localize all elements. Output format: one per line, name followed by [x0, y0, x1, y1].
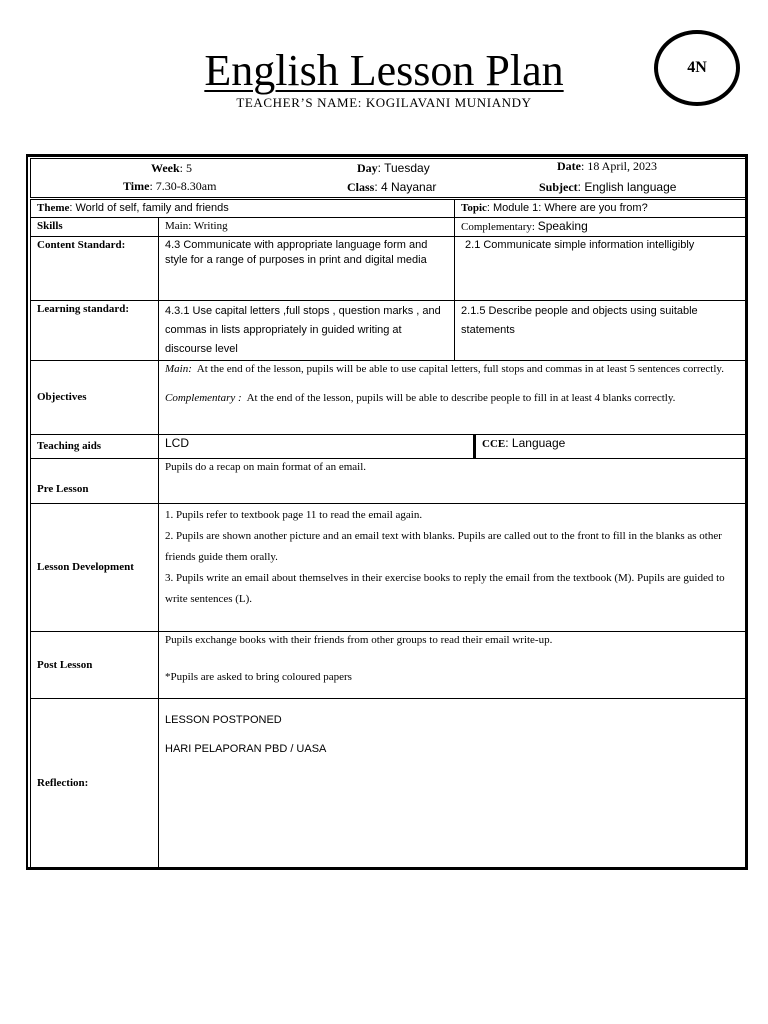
post-lesson-text: Pupils exchange books with their friends from other groups to read their email write-up. [165, 634, 553, 646]
post-lesson-label: Post Lesson [31, 632, 159, 699]
teacher-name: TEACHER’S NAME: KOGILAVANI MUNIANDY [236, 95, 532, 110]
lesson-development-row [31, 504, 747, 632]
post-lesson-row [31, 632, 747, 699]
subject-label: Subject [539, 180, 578, 194]
objectives-row [31, 361, 747, 435]
development-step-1: 1. Pupils refer to textbook page 11 to read the email again. [165, 509, 423, 521]
theme-value: : World of self, family and friends [69, 202, 229, 214]
reflection-label: Reflection: [31, 699, 159, 869]
subject-field [539, 180, 676, 195]
pre-lesson-text: Pupils do a recap on main format of an email. [159, 459, 747, 504]
class-badge: 4N [654, 30, 740, 106]
objective-main [165, 362, 740, 377]
content-standard-comp: 2.1 Communicate simple information intelligibly [455, 237, 747, 301]
topic-cell [455, 200, 747, 218]
theme-label: Theme [37, 202, 70, 214]
document-title: English Lesson Plan [204, 46, 564, 95]
date-field [557, 159, 657, 174]
pre-lesson-row [31, 459, 747, 504]
cce-label: CCE [482, 438, 506, 450]
topic-value: : Module 1: Where are you from? [486, 202, 648, 214]
objectives-cell [159, 361, 747, 435]
skills-main: Main: Writing [159, 218, 455, 237]
reflection-line-1: LESSON POSTPONED [165, 714, 282, 726]
date-label: Date [557, 159, 581, 173]
cce-cell [475, 435, 747, 459]
learning-standard-comp: 2.1.5 Describe people and objects using suitable statements [455, 301, 747, 361]
day-field [357, 161, 430, 176]
lesson-development-label: Lesson Development [31, 504, 159, 632]
skills-comp-label: Complementary: [461, 221, 535, 233]
objective-main-text: At the end of the lesson, pupils will be able to use capital letters, full stops and commas in at least 5 sentences correctly. [196, 363, 724, 375]
objective-complementary [165, 391, 740, 406]
reflection-cell [159, 699, 747, 869]
reflection-line-2: HARI PELAPORAN PBD / UASA [165, 743, 327, 755]
subject-value: : English language [577, 180, 677, 194]
teaching-aids-value: LCD [159, 435, 475, 459]
day-value: : Tuesday [377, 161, 430, 175]
reflection-row [31, 699, 747, 869]
skills-row [31, 218, 747, 237]
skills-comp-value: Speaking [537, 219, 588, 233]
skills-label: Skills [31, 218, 159, 237]
class-value: : 4 Nayanar [374, 180, 437, 194]
content-standard-main: 4.3 Communicate with appropriate language form and style for a range of purposes in print and digital media [159, 237, 455, 301]
skills-complementary [455, 218, 747, 237]
time-field [123, 179, 216, 194]
theme-row [31, 200, 747, 218]
class-field [347, 180, 436, 195]
teaching-aids-label: Teaching aids [31, 435, 159, 459]
time-label: Time [123, 179, 150, 193]
cce-value: : Language [505, 436, 566, 450]
post-lesson-cell [159, 632, 747, 699]
objective-comp-text: At the end of the lesson, pupils will be able to describe people to fill in at least 4 blanks correctly. [246, 392, 676, 404]
lesson-details [30, 199, 747, 869]
topic-label: Topic [461, 202, 487, 214]
time-value: : 7.30-8.30am [149, 179, 217, 193]
lesson-plan-table [26, 154, 748, 870]
theme-cell [31, 200, 455, 218]
development-step-3: 3. Pupils write an email about themselves in their exercise books to reply the email from the textbook (M). Pupils are guided to write sentences (L). [165, 572, 725, 605]
day-label: Day [357, 161, 378, 175]
teaching-aids-row [31, 435, 747, 459]
learning-standard-main: 4.3.1 Use capital letters ,full stops , question marks , and commas in lists appropriately in guided writing at discourse level [159, 301, 455, 361]
pre-lesson-label: Pre Lesson [31, 459, 159, 504]
objective-comp-label: Complementary : [165, 392, 242, 404]
class-label: Class [347, 180, 375, 194]
content-standard-label: Content Standard: [31, 237, 159, 301]
post-lesson-note: *Pupils are asked to bring coloured papers [165, 671, 352, 683]
lesson-info-header [30, 158, 746, 198]
content-standard-row [31, 237, 747, 301]
week-label: Week [151, 161, 180, 175]
date-value: : 18 April, 2023 [581, 159, 658, 173]
week-value: : 5 [179, 161, 193, 175]
learning-standard-row [31, 301, 747, 361]
objective-main-label: Main: [165, 363, 192, 375]
development-step-2: 2. Pupils are shown another picture and an email text with blanks. Pupils are called out to the front to fill in the blanks as other friends guide them orally. [165, 530, 722, 563]
week-field [151, 161, 192, 176]
objectives-label: Objectives [31, 361, 159, 435]
lesson-development-cell [159, 504, 747, 632]
learning-standard-label: Learning standard: [31, 301, 159, 361]
